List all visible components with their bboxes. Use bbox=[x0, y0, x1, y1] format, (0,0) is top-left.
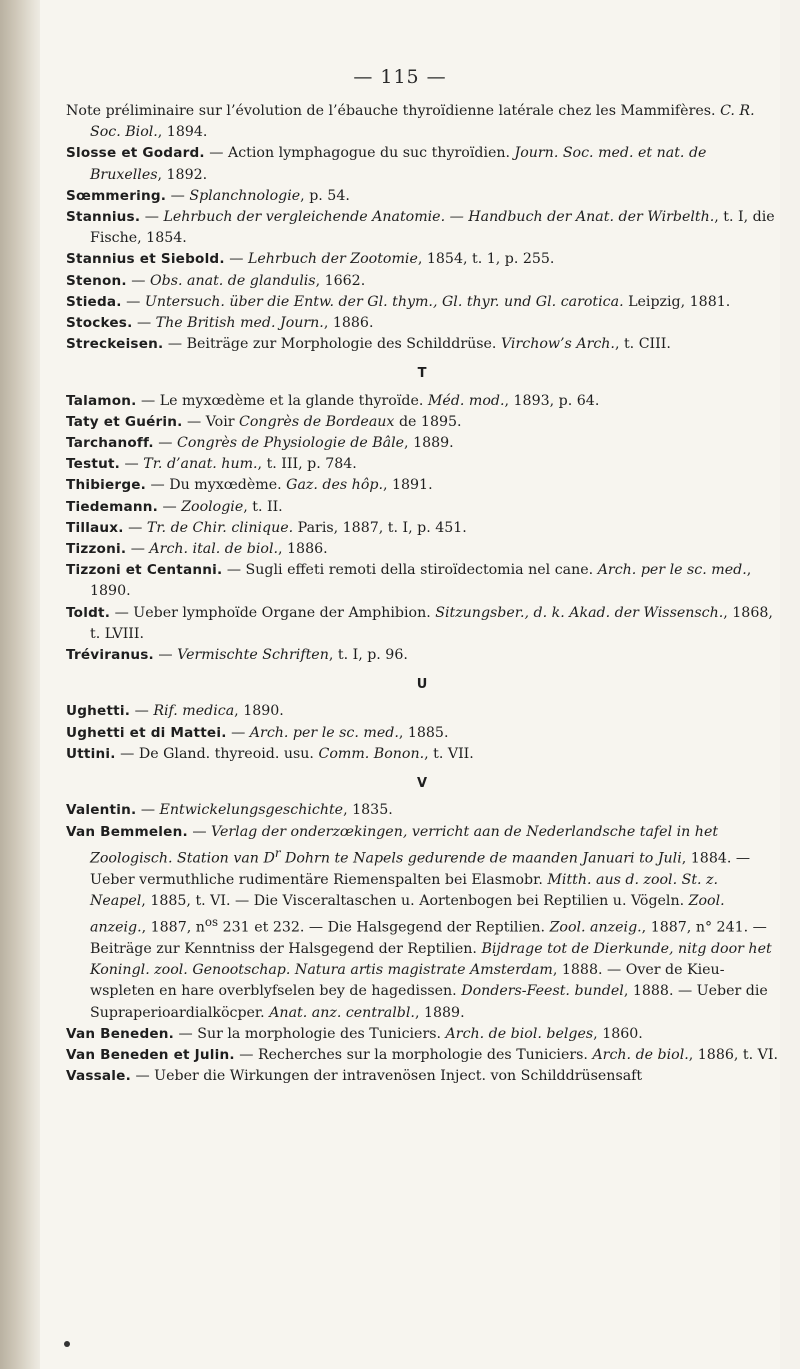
entries-t bbox=[66, 391, 778, 667]
entry-text: os bbox=[204, 915, 219, 930]
entries-u bbox=[66, 701, 778, 765]
bibliography-entry bbox=[66, 701, 778, 722]
entry-author: Tiedemann. bbox=[66, 498, 158, 515]
entry-text: — bbox=[136, 802, 160, 819]
entry-text: — bbox=[166, 187, 190, 204]
entry-text: de 1895. bbox=[394, 413, 462, 430]
entry-text: , t. I, p. 96. bbox=[328, 647, 408, 664]
bibliography-entry bbox=[66, 603, 778, 645]
entry-text: , 1886. bbox=[278, 541, 328, 558]
entry-author: Stannius et Siebold. bbox=[66, 251, 225, 268]
entry-text: — bbox=[153, 647, 178, 664]
entry-author: Streckeisen. bbox=[66, 336, 164, 353]
bibliography-entry bbox=[66, 143, 778, 185]
entry-author: Thibierge. bbox=[66, 477, 147, 494]
entry-title-italic: Arch. de biol. belges bbox=[445, 1025, 594, 1042]
entry-text: , 1893, p. 64. bbox=[504, 392, 600, 409]
entry-title-italic: Zool. anzeig. bbox=[90, 892, 725, 936]
entry-text: — Sugli effeti remoti della stiroïdectomia nel cane. bbox=[222, 562, 598, 579]
entry-author: Tarchanoff. bbox=[66, 435, 154, 452]
bibliography-entry bbox=[66, 1066, 778, 1087]
entry-author: Slosse et Godard. bbox=[66, 145, 205, 162]
entry-author: Van Bemmelen. bbox=[66, 823, 188, 840]
bibliography-entry bbox=[66, 313, 778, 334]
section-letter-u: U bbox=[416, 677, 428, 693]
entry-text: , p. 54. bbox=[300, 187, 350, 204]
entry-title-italic: Vermischte Schriften bbox=[177, 647, 329, 664]
entry-title-italic: Zoologie bbox=[181, 498, 244, 515]
entry-text: — bbox=[126, 272, 150, 289]
bibliography-entry bbox=[66, 391, 778, 412]
entry-title-italic: Zool. anzeig. bbox=[549, 919, 642, 936]
entry-title-italic: Sitzungsber., d. k. Akad. der Wissensch. bbox=[435, 604, 724, 621]
entry-title-italic: Comm. Bonon. bbox=[318, 745, 425, 762]
entry-text: — bbox=[132, 315, 156, 332]
bibliography-entry bbox=[66, 186, 778, 207]
entry-text: — bbox=[140, 209, 164, 226]
entry-title-italic: Splanchnologie bbox=[189, 187, 301, 204]
bibliography-entry bbox=[66, 249, 778, 270]
entry-text: — bbox=[121, 293, 145, 310]
entry-text: Note préliminaire sur l’évolution de l’ébauche thyroïdienne latérale chez les Mammifères. bbox=[66, 103, 721, 119]
entry-text: , t. II. bbox=[243, 498, 283, 515]
section-letter-v: V bbox=[416, 776, 428, 792]
entry-title-italic: Virchow’s Arch. bbox=[500, 336, 615, 353]
entry-text: , 1892. bbox=[157, 166, 208, 183]
entry-title-italic: Lehrbuch der Zootomie bbox=[247, 251, 418, 268]
entry-title-italic: Méd. mod. bbox=[427, 392, 505, 409]
bibliography-entry bbox=[66, 207, 778, 249]
entry-title-italic: Arch. ital. de biol. bbox=[149, 541, 279, 558]
entry-title-italic: Verlag der onderzœkingen, verricht aan de Nederlandsche tafel in het Zoologisch. Station van D bbox=[90, 823, 719, 867]
entry-text: , 1860. bbox=[593, 1025, 643, 1042]
bibliography-entry bbox=[66, 334, 778, 355]
entry-title-italic: Donders-Feest. bundel bbox=[461, 983, 624, 1000]
bibliography-entry bbox=[66, 292, 778, 313]
entry-text: , 1888. — Over de Kieu-wspleten en hare overblyfselen bey de hagedissen. bbox=[90, 962, 725, 1000]
entries-v bbox=[66, 800, 778, 1087]
entry-text: , 1662. bbox=[315, 272, 366, 289]
entry-text: — bbox=[120, 456, 144, 473]
entry-text: — Voir bbox=[182, 413, 240, 430]
entry-title-italic: Rif. medica bbox=[153, 703, 235, 720]
entry-text: , 1835. bbox=[343, 802, 393, 819]
entry-text: — Du myxœdème. bbox=[146, 477, 287, 494]
entry-text: — bbox=[157, 498, 182, 515]
entry-text: , t. VII. bbox=[424, 745, 474, 762]
entry-title-italic: Tr. d’anat. hum. bbox=[143, 456, 258, 473]
entry-text: — bbox=[226, 724, 250, 741]
entry-text: — Recherches sur la morphologie des Tuniciers. bbox=[234, 1047, 593, 1063]
bibliography-entry bbox=[66, 271, 778, 292]
entry-title-italic: Dohrn te Napels gedurende de maanden Januari to Juli bbox=[280, 850, 682, 867]
entry-title-italic: r bbox=[274, 845, 281, 860]
entry-author: Tizzoni. bbox=[66, 541, 127, 558]
entry-text: , 1885, t. VI. — Die Visceraltaschen u. Aortenbogen bei Reptilien u. Vögeln. bbox=[141, 892, 689, 909]
entry-title-italic: Obs. anat. de glandulis bbox=[150, 272, 316, 289]
entry-author: Taty et Guérin. bbox=[66, 413, 183, 430]
entry-text: , 1888. — Ueber die Supraperioardialköcper. bbox=[90, 983, 768, 1021]
entry-text: — Sur la morphologie des Tuniciers. bbox=[174, 1025, 446, 1042]
entry-text: — bbox=[187, 823, 212, 840]
entry-title-italic: Arch. de biol. bbox=[592, 1047, 689, 1063]
entry-text: — Ueber die Wirkungen der intravenösen Inject. von Schilddrüsensaft bbox=[130, 1068, 643, 1085]
entry-title-italic: Journ. Soc. med. et nat. de Bruxelles bbox=[90, 145, 707, 183]
entry-author: Tizzoni et Centanni. bbox=[66, 562, 223, 579]
bibliography-entry bbox=[66, 723, 778, 744]
entry-author: Tillaux. bbox=[66, 519, 124, 536]
entry-author: Talamon. bbox=[66, 392, 137, 409]
entry-text: 231 et 232. — Die Halsgegend der Reptilien. bbox=[218, 919, 550, 936]
entry-text: — Beiträge zur Morphologie des Schilddrüse. bbox=[163, 336, 501, 353]
entry-text: — bbox=[224, 251, 248, 268]
bibliography-entry bbox=[66, 101, 778, 143]
ink-dot bbox=[64, 1341, 70, 1347]
entry-title-italic: Congrès de Bordeaux bbox=[239, 413, 395, 430]
entry-title-italic: Arch. per le sc. med. bbox=[597, 562, 747, 579]
bibliography-entry bbox=[66, 800, 778, 821]
entry-author: Van Beneden. bbox=[66, 1025, 175, 1042]
entry-author: Tréviranus. bbox=[66, 647, 154, 664]
entry-author: Ughetti et di Mattei. bbox=[66, 724, 227, 741]
entry-author: Stannius. bbox=[66, 209, 141, 226]
entry-text: — De Gland. thyreoid. usu. bbox=[115, 745, 319, 762]
entry-author: Stieda. bbox=[66, 293, 122, 310]
entry-text: Paris, 1887, t. I, p. 451. bbox=[293, 519, 467, 536]
bibliography-entry bbox=[66, 744, 778, 765]
bibliography-entry bbox=[66, 518, 778, 539]
section-letter-t: T bbox=[417, 366, 427, 382]
entry-text: , t. III, p. 784. bbox=[257, 456, 357, 473]
entry-title-italic: Untersuch. über die Entw. der Gl. thym., Gl. thyr. und Gl. carotica. bbox=[144, 293, 624, 310]
entry-text: , 1854, t. 1, p. 255. bbox=[417, 251, 555, 268]
entry-text: , 1868, t. LVIII. bbox=[90, 604, 773, 642]
entry-title-italic: Entwickelungsgeschichte bbox=[159, 802, 344, 819]
entry-author: Toldt. bbox=[66, 604, 111, 621]
entry-author: Van Beneden et Julin. bbox=[66, 1047, 235, 1063]
entry-text: , 1890. bbox=[90, 562, 752, 600]
entry-author: Valentin. bbox=[66, 802, 137, 819]
entry-author: Uttini. bbox=[66, 745, 116, 762]
entry-text: , 1894. bbox=[157, 124, 208, 141]
entry-text: , 1884. — Ueber vermuthliche rudimentäre Riemenspalten bei Elasmobr. bbox=[90, 850, 751, 888]
bibliography-entry bbox=[66, 475, 778, 496]
entry-author: Stockes. bbox=[66, 315, 133, 332]
entry-title-italic: Arch. per le sc. med. bbox=[249, 724, 399, 741]
entry-author: Ughetti. bbox=[66, 703, 131, 720]
entry-text: , 1886. bbox=[323, 315, 374, 332]
entry-text: , 1887, n° 241. — Beiträge zur Kenntniss der Halsgegend der Reptilien. bbox=[90, 919, 767, 957]
entry-title-italic: The British med. Journ. bbox=[155, 315, 324, 332]
entry-text: — bbox=[126, 541, 150, 558]
page-number: — 115 — bbox=[353, 66, 447, 88]
entry-title-italic: Bijdrage tot de Dierkunde, nitg door het Koningl. zool. Genootschap. Natura artis magistrate Amsterdam bbox=[90, 940, 772, 979]
entry-text: — Action lymphagogue du suc thyroïdien. bbox=[204, 145, 515, 162]
entry-text: , 1889. bbox=[404, 435, 454, 452]
entry-author: Testut. bbox=[66, 456, 121, 473]
entry-text: — bbox=[130, 703, 154, 720]
bibliography bbox=[66, 101, 778, 1087]
entry-text: — Ueber lymphoïde Organe der Amphibion. bbox=[110, 604, 436, 621]
bibliography-entry bbox=[66, 822, 778, 1024]
entry-author: Sœmmering. bbox=[66, 187, 167, 204]
entry-text: , 1889. bbox=[414, 1004, 465, 1021]
bibliography-entry bbox=[66, 645, 778, 666]
bibliography-entry bbox=[66, 412, 778, 433]
entry-text: , 1891. bbox=[382, 477, 433, 494]
bibliography-entry bbox=[66, 454, 778, 475]
entry-author: Vassale. bbox=[66, 1068, 131, 1085]
bibliography-entry bbox=[66, 539, 778, 560]
bibliography-entry bbox=[66, 1024, 778, 1045]
entry-text: , t. I, die Fische, 1854. bbox=[90, 209, 775, 247]
entry-text: — bbox=[123, 519, 147, 536]
entry-title-italic: Gaz. des hôp. bbox=[286, 477, 383, 494]
entry-title-italic: Anat. anz. centralbl. bbox=[269, 1004, 415, 1021]
entry-title-italic: Tr. de Chir. clinique. bbox=[146, 519, 294, 536]
entry-text: , 1890. bbox=[234, 703, 284, 720]
entry-text: — Le myxœdème et la glande thyroïde. bbox=[136, 392, 428, 409]
entry-author: Stenon. bbox=[66, 272, 127, 289]
entry-text: , t. CIII. bbox=[614, 336, 671, 353]
entries-s bbox=[66, 101, 778, 355]
entry-title-italic: Congrès de Physiologie de Bâle bbox=[177, 435, 405, 452]
bibliography-entry bbox=[66, 497, 778, 518]
bibliography-entry bbox=[66, 433, 778, 454]
bibliography-entry bbox=[66, 1045, 778, 1066]
entry-text: , 1887, n bbox=[141, 919, 205, 936]
entry-text: , 1885. bbox=[398, 724, 449, 741]
bibliography-entry bbox=[66, 560, 778, 602]
entry-title-italic: C. R. Soc. Biol. bbox=[90, 103, 755, 141]
entry-title-italic: Lehrbuch der vergleichende Anatomie. — Handbuch der Anat. der Wirbelth. bbox=[163, 209, 715, 226]
entry-text: , 1886, t. VI. bbox=[688, 1047, 778, 1063]
entry-title-italic: Mitth. aus d. zool. St. z. Neapel bbox=[90, 871, 719, 909]
entry-text: — bbox=[153, 435, 177, 452]
entry-text: Leipzig, 1881. bbox=[623, 293, 731, 310]
